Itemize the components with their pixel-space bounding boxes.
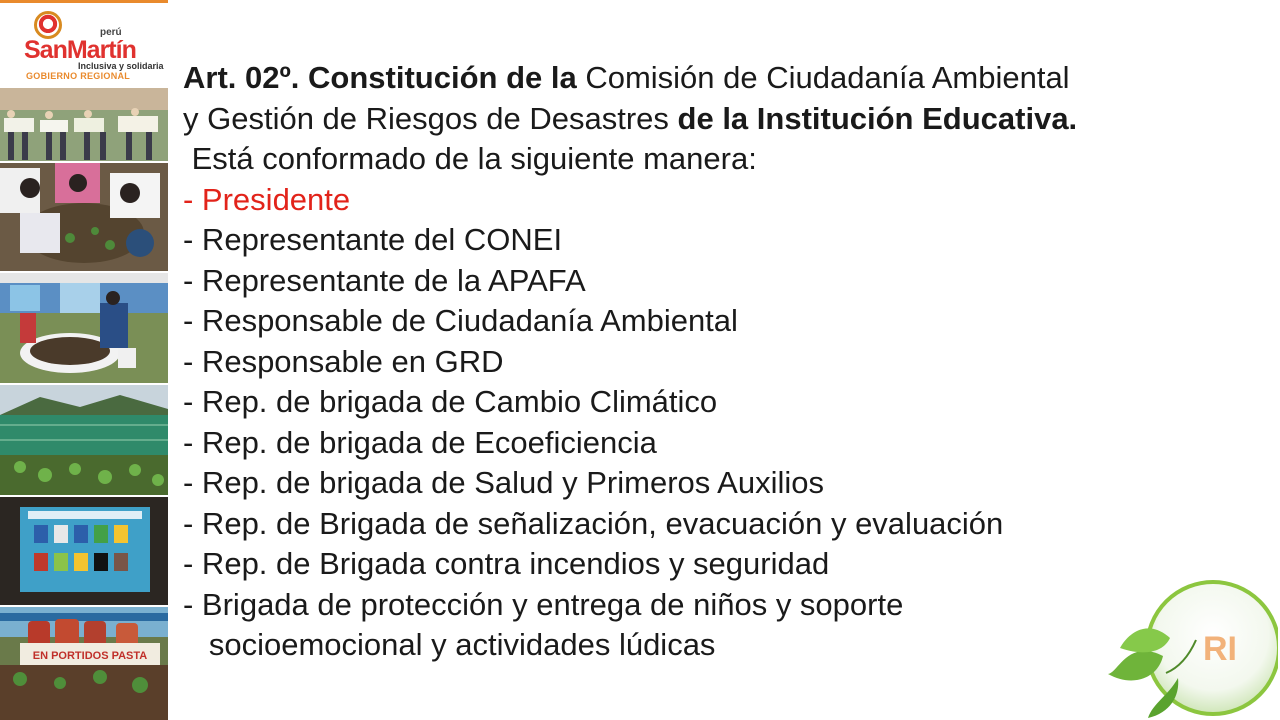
member-item: - Responsable de Ciudadanía Ambiental bbox=[183, 303, 738, 338]
photo-banner-text: EN PORTIDOS PASTA bbox=[32, 650, 148, 662]
member-item: - Brigada de protección y entrega de niños y soporte bbox=[183, 586, 904, 622]
member-item: - Responsable en GRD bbox=[183, 343, 504, 379]
article-intro: Está conformado de la siguiente manera: bbox=[183, 141, 757, 176]
article-line2-bold: de la Institución Educativa. bbox=[677, 100, 1078, 136]
photo-children-planting bbox=[0, 163, 168, 273]
logo-brand: SanMartín bbox=[24, 36, 136, 64]
article-line2-normal: y Gestión de Riesgos de Desastres bbox=[183, 100, 678, 136]
badge-label: RI bbox=[1203, 630, 1237, 668]
photo-greenhouse-seedlings bbox=[0, 385, 168, 497]
photo-group-banners bbox=[0, 88, 168, 163]
article-text bbox=[183, 58, 1273, 666]
member-item: - Rep. de Brigada de señalización, evacuación y evaluación bbox=[183, 505, 1004, 541]
member-item: - Rep. de brigada de Salud y Primeros Auxilios bbox=[183, 465, 824, 500]
article-heading-bold: Art. 02º. Constitución de la bbox=[183, 60, 577, 95]
logo-government: GOBIERNO REGIONAL bbox=[26, 71, 131, 81]
photo-circular-garden bbox=[0, 273, 168, 385]
san-martin-logo bbox=[0, 3, 168, 88]
photo-jars-banner bbox=[0, 607, 168, 720]
member-item: - Representante de la APAFA bbox=[183, 262, 586, 298]
logo-tagline: Inclusiva y solidaria bbox=[78, 61, 164, 71]
member-item: - Presidente bbox=[183, 181, 351, 217]
member-item: - Rep. de brigada de Cambio Climático bbox=[183, 384, 718, 419]
member-item: socioemocional y actividades lúdicas bbox=[183, 627, 716, 662]
article-heading-line-2 bbox=[183, 99, 1273, 140]
member-item: - Rep. de Brigada contra incendios y seguridad bbox=[183, 546, 830, 581]
article-heading-line bbox=[183, 58, 1273, 99]
member-item: - Representante del CONEI bbox=[183, 222, 563, 257]
photo-strip bbox=[0, 88, 168, 720]
member-item: - Rep. de brigada de Ecoeficiencia bbox=[183, 424, 657, 460]
regional-seal-icon bbox=[34, 11, 62, 39]
photo-recycling-bins bbox=[0, 497, 168, 607]
ri-badge bbox=[1108, 578, 1278, 720]
article-heading-normal: Comisión de Ciudadanía Ambiental bbox=[576, 60, 1070, 95]
logo-country: perú bbox=[100, 27, 122, 38]
